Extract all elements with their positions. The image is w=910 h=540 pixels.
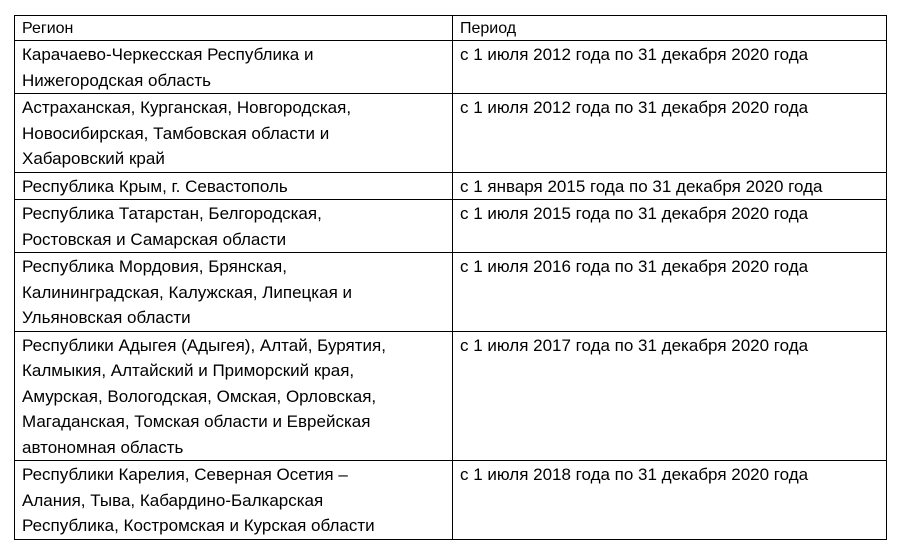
table-row (15, 331, 887, 461)
regions-table (14, 15, 887, 540)
period-cell: с 1 июля 2012 года по 31 декабря 2020 года (453, 94, 887, 173)
region-cell: Республика Крым, г. Севастополь (15, 172, 453, 200)
table-header-row (15, 16, 887, 41)
period-cell: с 1 июля 2015 года по 31 декабря 2020 года (453, 200, 887, 253)
region-cell: Республика Мордовия, Брянская, Калининградская, Калужская, Липецкая и Ульяновская области (15, 253, 453, 332)
region-cell: Республики Карелия, Северная Осетия – Алания, Тыва, Кабардино-Балкарская Республика, Костромская и Курская области (15, 461, 453, 540)
table-row (15, 41, 887, 94)
header-period: Период (453, 16, 887, 41)
period-cell: с 1 июля 2018 года по 31 декабря 2020 года (453, 461, 887, 540)
period-cell: с 1 января 2015 года по 31 декабря 2020 года (453, 172, 887, 200)
table-row (15, 172, 887, 200)
period-cell: с 1 июля 2012 года по 31 декабря 2020 года (453, 41, 887, 94)
period-cell: с 1 июля 2017 года по 31 декабря 2020 года (453, 331, 887, 461)
table-row (15, 461, 887, 540)
table-row (15, 200, 887, 253)
table-row (15, 253, 887, 332)
region-cell: Республика Татарстан, Белгородская, Ростовская и Самарская области (15, 200, 453, 253)
table-row (15, 94, 887, 173)
header-region: Регион (15, 16, 453, 41)
period-cell: с 1 июля 2016 года по 31 декабря 2020 года (453, 253, 887, 332)
region-cell: Астраханская, Курганская, Новгородская, Новосибирская, Тамбовская области и Хабаровский край (15, 94, 453, 173)
region-cell: Республики Адыгея (Адыгея), Алтай, Бурятия, Калмыкия, Алтайский и Приморский края, Амурская, Вологодская, Омская, Орловская, Магаданская, Томская области и Еврейская автономная область (15, 331, 453, 461)
region-cell: Карачаево-Черкесская Республика и Нижегородская область (15, 41, 453, 94)
